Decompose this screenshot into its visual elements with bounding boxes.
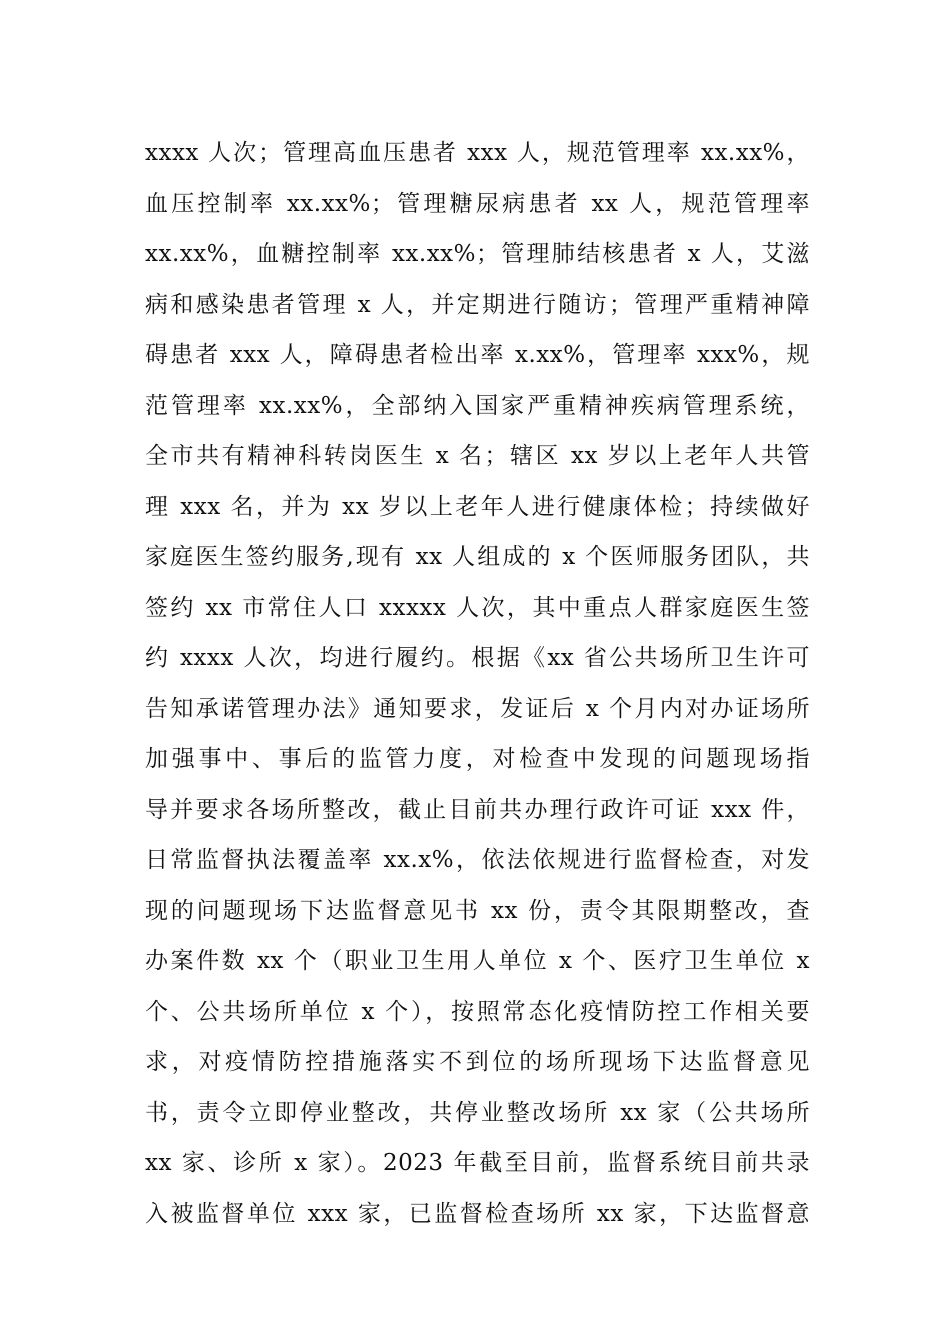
text-line: xxxx 人次；管理高血压患者 xxx 人，规范管理率 xx.xx%， bbox=[145, 140, 810, 166]
text-line: 范管理率 xx.xx%，全部纳入国家严重精神疾病管理系统， bbox=[145, 392, 810, 419]
text-line: 日常监督执法覆盖率 xx.x%，依法依规进行监督检查，对发 bbox=[145, 847, 810, 873]
text-line: xx 家、诊所 x 家）。2023 年截至目前，监督系统目前共录 bbox=[145, 1150, 810, 1176]
text-line: 全市共有精神科转岗医生 x 名；辖区 xx 岁以上老年人共管 bbox=[145, 443, 810, 469]
text-line: 病和感染患者管理 x 人，并定期进行随访；管理严重精神障 bbox=[145, 291, 810, 318]
text-line: 书，责令立即停业整改，共停业整改场所 xx 家（公共场所 bbox=[145, 1099, 810, 1126]
text-line: 签约 xx 市常住人口 xxxxx 人次，其中重点人群家庭医生签 bbox=[145, 594, 810, 621]
text-line: xx.xx%，血糖控制率 xx.xx%；管理肺结核患者 x 人，艾滋 bbox=[145, 241, 810, 267]
body-paragraph bbox=[145, 128, 810, 1239]
text-line: 家庭医生签约服务,现有 xx 人组成的 x 个医师服务团队，共 bbox=[145, 544, 810, 570]
text-line: 办案件数 xx 个（职业卫生用人单位 x 个、医疗卫生单位 x bbox=[145, 948, 810, 974]
text-line: 告知承诺管理办法》通知要求，发证后 x 个月内对办证场所 bbox=[145, 695, 810, 722]
text-line: 约 xxxx 人次，均进行履约。根据《xx 省公共场所卫生许可 bbox=[145, 645, 810, 671]
text-line: 个、公共场所单位 x 个），按照常态化疫情防控工作相关要 bbox=[145, 998, 810, 1025]
text-line: 求，对疫情防控措施落实不到位的场所现场下达监督意见 bbox=[145, 1049, 810, 1075]
text-line: 碍患者 xxx 人，障碍患者检出率 x.xx%，管理率 xxx%，规 bbox=[145, 342, 810, 368]
text-line: 理 xxx 名，并为 xx 岁以上老年人进行健康体检；持续做好 bbox=[145, 493, 810, 520]
text-line: 血压控制率 xx.xx%；管理糖尿病患者 xx 人，规范管理率 bbox=[145, 190, 810, 217]
text-line: 导并要求各场所整改，截止目前共办理行政许可证 xxx 件， bbox=[145, 796, 810, 823]
text-line: 加强事中、事后的监管力度，对检查中发现的问题现场指 bbox=[145, 746, 810, 772]
text-line: 入被监督单位 xxx 家，已监督检查场所 xx 家，下达监督意 bbox=[145, 1200, 810, 1227]
text-line: 现的问题现场下达监督意见书 xx 份，责令其限期整改，查 bbox=[145, 897, 810, 924]
